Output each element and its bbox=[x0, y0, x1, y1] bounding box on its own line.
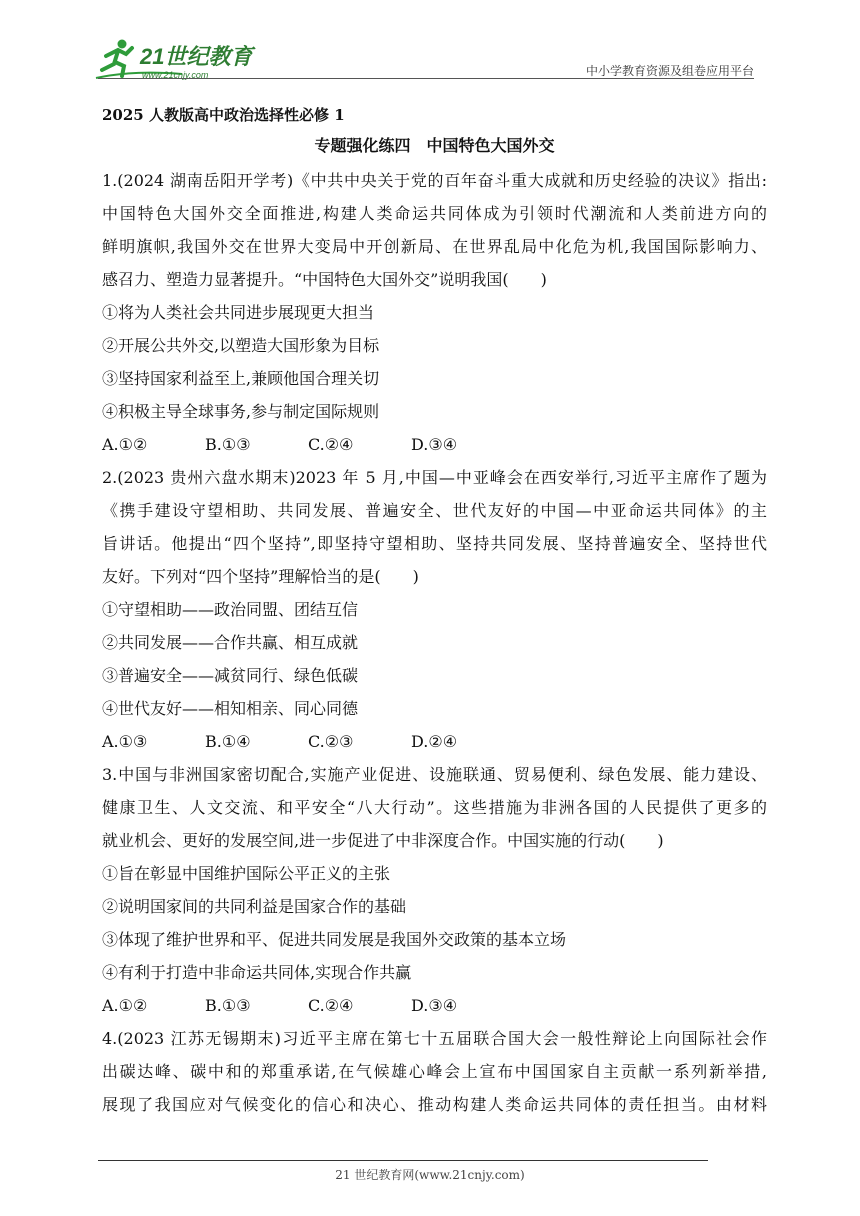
option-c: C.②④ bbox=[308, 435, 354, 454]
svg-text:21世纪教育: 21世纪教育 bbox=[140, 44, 253, 69]
statement-item: ①守望相助——政治同盟、团结互信 bbox=[102, 600, 359, 619]
question-text-line: 中国特色大国外交全面推进,构建人类命运共同体成为引领时代潮流和人类前进方向的 bbox=[102, 204, 767, 223]
option-d: D.②④ bbox=[411, 732, 458, 751]
statement-item: ④世代友好——相知相亲、同心同德 bbox=[102, 699, 359, 718]
option-b: B.①③ bbox=[205, 996, 251, 1015]
statement-item: ②说明国家间的共同利益是国家合作的基础 bbox=[102, 897, 407, 916]
statement-item: ①旨在彰显中国维护国际公平正义的主张 bbox=[102, 864, 391, 883]
question-text-line: 1.(2024 湖南岳阳开学考)《中共中央关于党的百年奋斗重大成就和历史经验的决议》指出: bbox=[102, 171, 767, 190]
question-text-line: 出碳达峰、碳中和的郑重承诺,在气候雄心峰会上宣布中国国家自主贡献一系列新举措, bbox=[102, 1062, 767, 1081]
question-2 bbox=[102, 461, 767, 758]
page-footer: 21 世纪教育网(www.21cnjy.com) bbox=[335, 1168, 525, 1182]
question-text-line: 4.(2023 江苏无锡期末)习近平主席在第七十五届联合国大会一般性辩论上向国际社会作 bbox=[102, 1029, 767, 1048]
statement-item: ②共同发展——合作共赢、相互成就 bbox=[102, 633, 359, 652]
question-1 bbox=[102, 164, 767, 461]
question-text-line: 旨讲话。他提出“四个坚持”,即坚持守望相助、坚持共同发展、坚持普遍安全、坚持世代 bbox=[102, 534, 767, 553]
option-b: B.①④ bbox=[205, 732, 251, 751]
question-text-line: 友好。下列对“四个坚持”理解恰当的是( ) bbox=[102, 567, 419, 586]
option-c: C.②③ bbox=[308, 732, 354, 751]
platform-name: 中小学教育资源及组卷应用平台 bbox=[585, 64, 754, 78]
option-d: D.③④ bbox=[411, 996, 458, 1015]
statement-item: ①将为人类社会共同进步展现更大担当 bbox=[102, 303, 375, 322]
question-text-line: 健康卫生、人文交流、和平安全“八大行动”。这些措施为非洲各国的人民提供了更多的 bbox=[102, 798, 767, 817]
option-c: C.②④ bbox=[308, 996, 354, 1015]
subject-line: 2025 人教版高中政治选择性必修 1 bbox=[102, 106, 345, 124]
question-text-line: 3.中国与非洲国家密切配合,实施产业促进、设施联通、贸易便利、绿色发展、能力建设、 bbox=[102, 765, 767, 784]
footer-divider bbox=[98, 1160, 708, 1161]
question-text-line: 展现了我国应对气候变化的信心和决心、推动构建人类命运共同体的责任担当。由材料 bbox=[102, 1095, 767, 1114]
logo-21cnjy bbox=[92, 34, 262, 84]
question-text-line: 《携手建设守望相助、共同发展、普遍安全、世代友好的中国—中亚命运共同体》的主 bbox=[102, 501, 767, 520]
statement-item: ④积极主导全球事务,参与制定国际规则 bbox=[102, 402, 380, 421]
statement-item: ②开展公共外交,以塑造大国形象为目标 bbox=[102, 336, 380, 355]
statement-item: ③普遍安全——减贫同行、绿色低碳 bbox=[102, 666, 359, 685]
question-4 bbox=[102, 1022, 767, 1121]
document-body bbox=[102, 96, 767, 1121]
option-a: A.①② bbox=[102, 996, 148, 1015]
question-text-line: 就业机会、更好的发展空间,进一步促进了中非深度合作。中国实施的行动( ) bbox=[102, 831, 664, 850]
svg-text:www.21cnjy.com: www.21cnjy.com bbox=[142, 70, 209, 80]
page-header bbox=[0, 0, 860, 90]
statement-item: ③体现了维护世界和平、促进共同发展是我国外交政策的基本立场 bbox=[102, 930, 567, 949]
header-divider bbox=[98, 78, 754, 79]
answer-options bbox=[102, 725, 767, 758]
option-a: A.①③ bbox=[102, 732, 148, 751]
question-text-line: 感召力、塑造力显著提升。“中国特色大国外交”说明我国( ) bbox=[102, 270, 547, 289]
statement-item: ③坚持国家利益至上,兼顾他国合理关切 bbox=[102, 369, 380, 388]
statement-item: ④有利于打造中非命运共同体,实现合作共赢 bbox=[102, 963, 412, 982]
question-3 bbox=[102, 758, 767, 1022]
option-d: D.③④ bbox=[411, 435, 458, 454]
question-text-line: 鲜明旗帜,我国外交在世界大变局中开创新局、在世界乱局中化危为机,我国国际影响力、 bbox=[102, 237, 767, 256]
option-b: B.①③ bbox=[205, 435, 251, 454]
answer-options bbox=[102, 989, 767, 1022]
option-a: A.①② bbox=[102, 435, 148, 454]
answer-options bbox=[102, 428, 767, 461]
question-text-line: 2.(2023 贵州六盘水期末)2023 年 5 月,中国—中亚峰会在西安举行,习近平主席作了题为 bbox=[102, 468, 767, 487]
page-title: 专题强化练四 中国特色大国外交 bbox=[314, 136, 555, 155]
